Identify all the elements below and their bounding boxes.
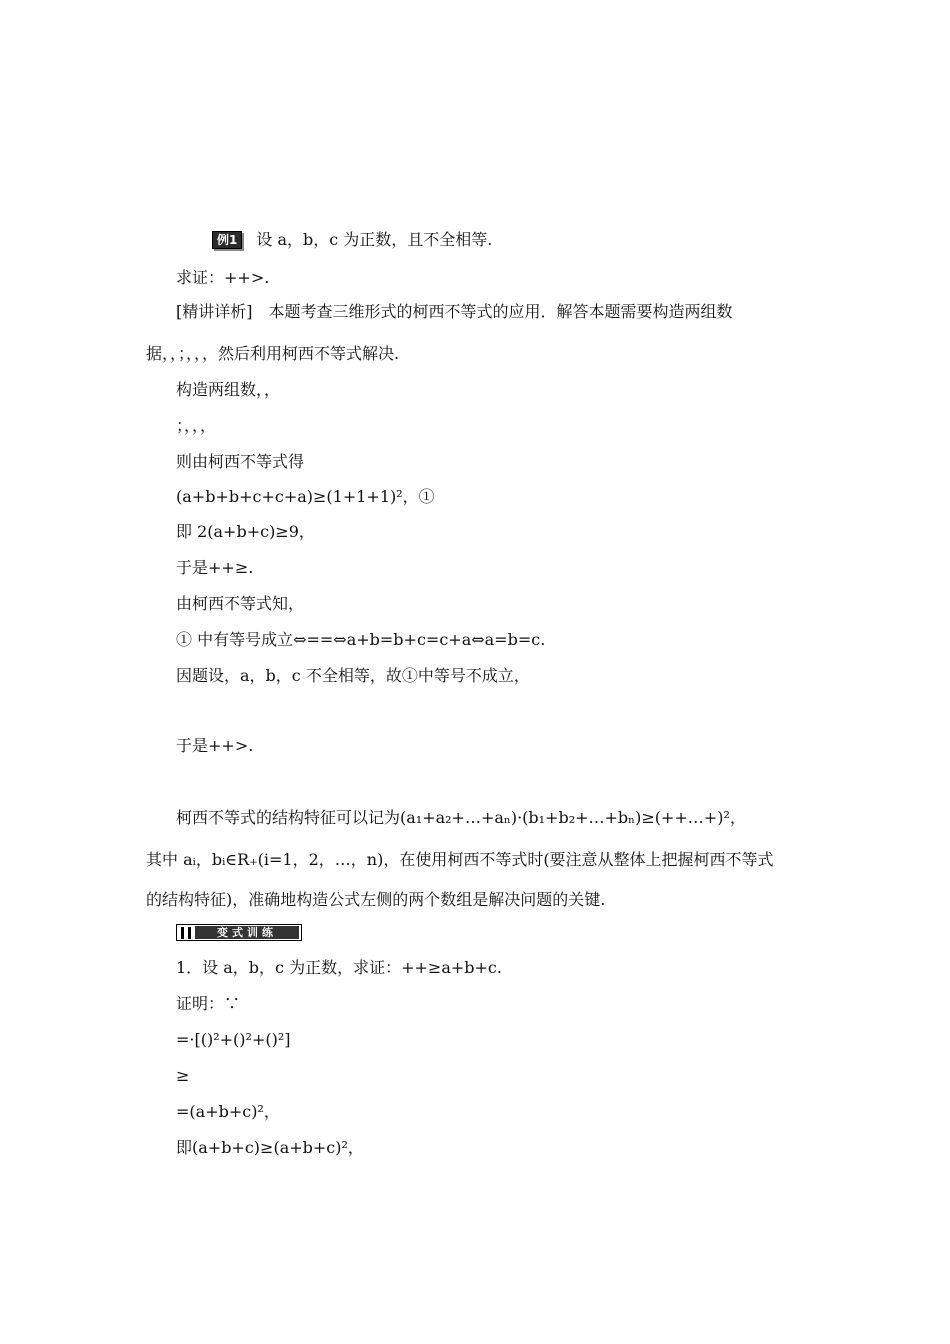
exercise-line-6: 即(a+b+c)≥(a+b+c)²， <box>176 1138 364 1157</box>
solution-step-6: 于是++≥. <box>176 558 254 577</box>
section-header-variant-training <box>176 924 302 941</box>
analysis-line-1: [精讲详析] 本题考查三维形式的柯西不等式的应用．解答本题需要构造两组数 <box>176 302 733 321</box>
example-statement: 设 a，b，c 为正数，且不全相等. <box>256 230 493 249</box>
solution-step-10: 于是++>. <box>176 736 254 755</box>
example-prove: 求证：++>. <box>176 268 270 287</box>
example-badge: 例1 <box>212 231 242 249</box>
example-heading <box>212 230 492 250</box>
exercise-line-4: ≥ <box>176 1066 190 1085</box>
section-header-label: 变式训练 <box>195 926 299 939</box>
solution-step-5: 即 2(a+b+c)≥9， <box>176 522 315 541</box>
solution-step-7: 由柯西不等式知， <box>176 594 305 613</box>
solution-step-9: 因题设，a，b，c 不全相等，故①中等号不成立， <box>176 666 530 685</box>
analysis-line-2: 据，，；，，，然后利用柯西不等式解决. <box>146 344 400 363</box>
exercise-line-1: 1．设 a，b，c 为正数，求证：++≥a+b+c. <box>176 958 502 977</box>
exercise-line-3: =·[()²+()²+()²] <box>176 1030 291 1049</box>
solution-step-2: ；，，， <box>176 416 217 435</box>
solution-step-8: ① 中有等号成立⇔==⇔a+b=b+c=c+a⇔a=b=c. <box>176 630 546 649</box>
note-line-1: 柯西不等式的结构特征可以记为(a₁+a₂+…+aₙ)·(b₁+b₂+…+bₙ)≥(++…+)²， <box>176 808 746 827</box>
exercise-line-5: =(a+b+c)²， <box>176 1102 280 1121</box>
solution-step-1: 构造两组数，， <box>176 380 281 399</box>
note-line-3: 的结构特征)，准确地构造公式左侧的两个数组是解决问题的关键. <box>146 890 606 909</box>
solution-step-3: 则由柯西不等式得 <box>176 452 305 471</box>
section-bars-icon <box>181 927 191 939</box>
note-line-2: 其中 aᵢ，bᵢ∈R₊(i=1，2，…，n)，在使用柯西不等式时(要注意从整体上把握柯西不等式 <box>146 850 774 869</box>
solution-step-4: (a+b+b+c+c+a)≥(1+1+1)²，① <box>176 487 435 506</box>
exercise-line-2: 证明：∵ <box>176 994 241 1013</box>
